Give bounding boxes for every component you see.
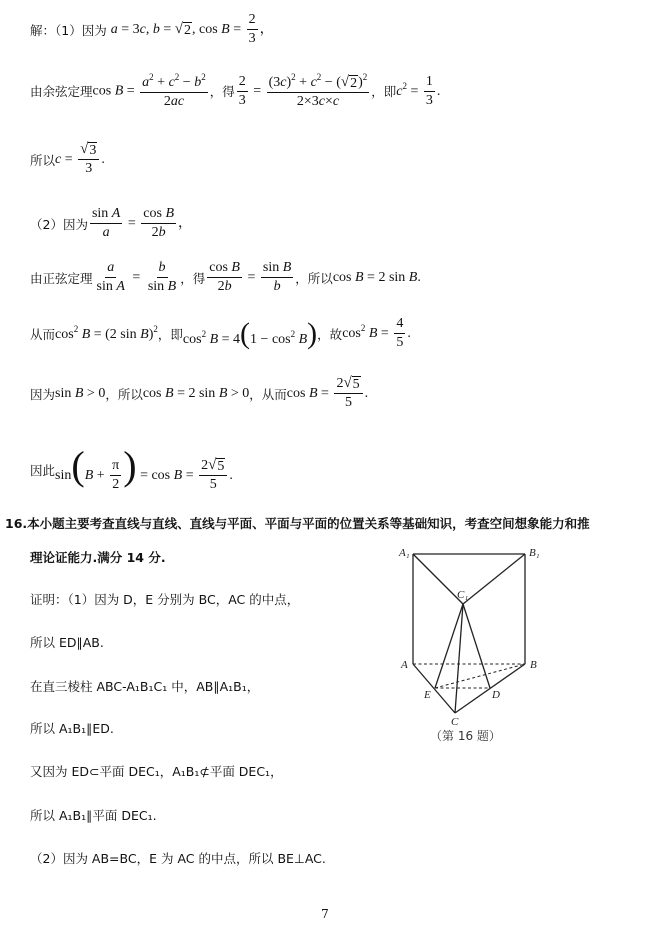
- because-formula2: cos B = 2 sin B > 0: [142, 385, 250, 401]
- solution-line-4: [30, 206, 192, 241]
- label-C: C: [451, 716, 459, 728]
- proof-line-1: 证明：（1）因为 D，E 分别为 BC，AC 的中点，: [30, 592, 300, 607]
- p1-condition: a = 3c, b = √ 2 , cos B = $\frac{2}{3}$ ，: [110, 12, 274, 47]
- solution-line-8: [30, 443, 233, 494]
- page-number: 7: [321, 907, 329, 921]
- because-tail: ，从而: [249, 386, 287, 402]
- solution-line-3: [30, 142, 105, 177]
- cosB-result: cos B = 2 √ 5 5 .: [286, 375, 369, 411]
- segment-C1D: [463, 604, 490, 688]
- because-formula: sin B > 0: [55, 385, 106, 401]
- segment-BE-hidden: [435, 664, 525, 688]
- edge-B1C1: [463, 554, 525, 604]
- segment-C1E: [435, 604, 463, 688]
- proof-line-4: 所以 A₁B₁∥ED.: [30, 721, 114, 736]
- get2: ，得: [180, 270, 206, 286]
- solution-line-6: [30, 316, 411, 351]
- label-C1: C₁: [457, 589, 469, 601]
- solution-line-2: [30, 72, 440, 110]
- edge-A1C1: [413, 554, 463, 604]
- proof-line-2: 所以 ED∥AB.: [30, 635, 104, 650]
- thus-mid: ，即: [157, 326, 183, 342]
- proof-line-3: 在直三棱柱 ABC-A₁B₁C₁ 中，AB∥A₁B₁，: [30, 679, 260, 694]
- because-prefix: 因为: [30, 386, 56, 402]
- c2-result: $c^2$ = $\frac{1}{3}$ .: [396, 73, 441, 108]
- therefore-prefix: 因此: [30, 462, 56, 478]
- proof-line-7: （2）因为 AB=BC，E 为 AC 的中点，所以 BE⊥AC.: [30, 851, 326, 866]
- get2-tail: ，所以: [295, 270, 333, 286]
- problem16-heading-2: 理论证能力.满分 14 分.: [30, 550, 166, 565]
- label-B1: B₁: [529, 547, 540, 559]
- problem16-heading-1: 16.本小题主要考查直线与直线、直线与平面、平面与平面的位置关系等基础知识，考查空间想象能力和推: [5, 516, 590, 531]
- get1: ，得: [209, 84, 235, 100]
- label-A1: A₁: [399, 547, 410, 559]
- p2-condition: $\frac{\text{sin A}}{a}$ = $\frac{\text{cos B}}{2b}$ ，: [91, 206, 192, 241]
- sin-law-prefix: 由正弦定理: [30, 270, 93, 286]
- c-result: c = √ 3 3 .: [55, 141, 105, 177]
- solution-line-7: [30, 376, 368, 411]
- edge-CC1: [455, 604, 463, 713]
- get2-formula: $\frac{\text{cos B}}{2b}$ = $\frac{\text{sin B}}{b}$: [209, 260, 292, 295]
- thus-formula2: $\cos^2 B = 4(1 - \cos^2 B)$: [182, 316, 318, 350]
- cosB-eq: cos B = 2 sin B.: [332, 269, 421, 285]
- solution-line-1: [30, 12, 274, 47]
- therefore-formula: sin(B + $\frac{\pi}{2}$ ) = cos B = 2 √ 5 5 .: [55, 443, 233, 493]
- because-mid: ，所以: [105, 386, 143, 402]
- get1-tail: ，即: [371, 84, 397, 100]
- proof-line-6: 所以 A₁B₁∥平面 DEC₁.: [30, 808, 157, 823]
- get1-formula: $\frac{2}{3}$ = $(3c)^2 + c^2$ − ( √ 2 )$^2$ 2×3c×c: [238, 72, 368, 110]
- p1-intro: 解：（1）因为: [30, 22, 107, 38]
- thus-prefix: 从而: [30, 326, 56, 342]
- label-E: E: [424, 689, 431, 701]
- thus-formula: $\cos^2 B = (2$ sin B)$^2$: [55, 324, 158, 343]
- label-B: B: [530, 659, 537, 671]
- thus-tail: ，故: [317, 326, 343, 342]
- cos-law-formula: cos B = $\frac{a^2 + c^2 - b^2}{2ac}$: [92, 72, 206, 110]
- label-D: D: [492, 689, 500, 701]
- proof-line-5: 又因为 ED⊂平面 DEC₁，A₁B₁⊄平面 DEC₁，: [30, 764, 283, 779]
- prism-figure: [395, 540, 555, 750]
- label-A: A: [401, 659, 408, 671]
- so-c-prefix: 所以: [30, 152, 56, 168]
- sin-law-formula: $\frac{a}{\text{sin A}}$ = $\frac{b}{\text{sin B}}$: [96, 260, 177, 295]
- solution-line-5: [30, 260, 421, 295]
- figure-caption: （第 16 题）: [430, 729, 501, 743]
- cos-law-prefix: 由余弦定理: [30, 84, 93, 100]
- cos2-result: $\cos^2 B$ = $\frac{4}{5}$ .: [342, 316, 411, 351]
- p2-intro: （2）因为: [30, 216, 88, 232]
